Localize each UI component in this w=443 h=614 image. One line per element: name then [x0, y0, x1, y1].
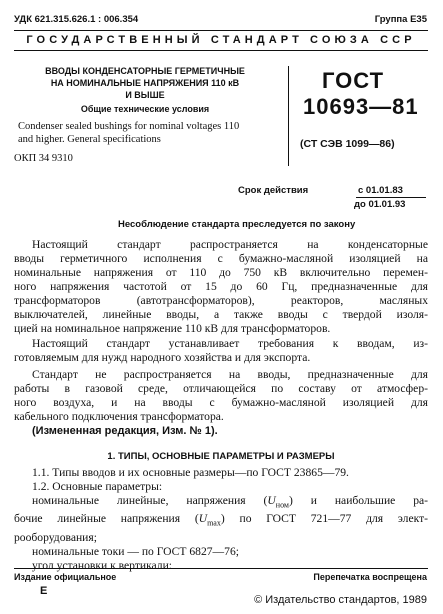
text-fragment: ) по ГОСТ 721—77 для элект- — [220, 512, 428, 526]
text-line: ного воздуха, и на вводы с бумажно-масляной изоляцией для — [14, 396, 428, 409]
param-3: угол установки к вертикали: — [32, 558, 173, 572]
title-ru-line-2: НА НОМИНАЛЬНЫЕ НАПРЯЖЕНИЯ 110 кВ — [50, 78, 240, 88]
param-2: номинальные токи — по ГОСТ 6827—76; — [32, 544, 239, 558]
u-max-symbol: U — [198, 512, 208, 526]
u-nom-symbol: U — [267, 494, 276, 507]
paragraph-2 — [14, 337, 428, 365]
text-line: цией на номинальное напряжение 110 кВ для трансформаторов. — [14, 322, 331, 335]
u-nom-subscript: ном — [275, 500, 289, 510]
title-en-line-2: and higher. General specifications — [18, 134, 161, 145]
text-line: ного напряжения частотой от 15 до 60 Гц, предназначенные для — [14, 280, 428, 293]
title-block-divider — [288, 66, 289, 166]
gost-label: ГОСТ — [322, 68, 385, 93]
text-line: кабельного подключения трансформатора. — [14, 410, 224, 423]
validity-label: Срок действия — [238, 185, 309, 196]
text-fragment: ) и наибольшие ра- — [288, 494, 428, 507]
item-1-1: 1.1. Типы вводов и их основные размеры—по ГОСТ 23865—79. — [32, 466, 349, 479]
validity-from: с 01.01.83 — [358, 185, 403, 196]
param-line-1 — [14, 494, 428, 512]
text-fragment: номинальные линейные, напряжения ( — [32, 494, 268, 507]
gost-number: 10693—81 — [303, 94, 419, 119]
text-line: Настоящий стандарт устанавливает требования к вводам, из- — [32, 337, 428, 350]
state-standard-banner: ГОСУДАРСТВЕННЫЙ СТАНДАРТ СОЮЗА ССР — [26, 34, 416, 46]
reprint-notice: Перепечатка воспрещена — [313, 572, 427, 582]
header-rule-top — [14, 30, 428, 31]
title-en-line-1: Condenser sealed bushings for nominal voltages 110 — [18, 121, 240, 132]
footer-rule — [14, 568, 428, 569]
header-rule-bottom — [14, 50, 428, 51]
text-line: номинальные напряжения от 110 до 750 кВ включительно перемен- — [14, 266, 428, 279]
title-ru-line-1: ВВОДЫ КОНДЕНСАТОРНЫЕ ГЕРМЕТИЧНЫЕ — [45, 66, 245, 76]
text-line: Настоящий стандарт распространяется на конденсаторные — [32, 238, 428, 251]
title-ru-line-3: И ВЫШЕ — [125, 90, 165, 100]
title-block — [14, 58, 304, 158]
paragraph-1 — [14, 238, 428, 336]
st-sev-number: (СТ СЭВ 1099—86) — [300, 138, 395, 150]
amendment-note: (Измененная редакция, Изм. № 1). — [32, 425, 218, 437]
official-edition: Издание официальное — [14, 572, 117, 582]
section-1-body — [14, 466, 428, 573]
text-fragment: бочие линейные напряжения ( — [14, 512, 199, 526]
validity-to: до 01.01.93 — [354, 199, 406, 210]
subtitle-ru: Общие технические условия — [80, 104, 210, 114]
text-line: работы в газовой среде, отличающейся по составу от атмосфер- — [14, 382, 428, 395]
paragraph-3 — [14, 368, 428, 424]
section-1-heading: 1. ТИПЫ, ОСНОВНЫЕ ПАРАМЕТРЫ И РАЗМЕРЫ — [107, 451, 335, 462]
text-line: выключателей, линейные вводы, а также вводы с твердой изоля- — [14, 308, 428, 321]
text-line: вводы герметичного исполнения с бумажно-масляной изоляцией на — [14, 252, 428, 265]
udk-code: УДК 621.315.626.1 : 006.354 — [14, 14, 139, 25]
okp-code: ОКП 34 9310 — [14, 153, 73, 164]
copyright: © Издательство стандартов, 1989 — [254, 594, 427, 606]
law-notice: Несоблюдение стандарта преследуется по закону — [118, 219, 356, 230]
text-line: готовляемым для нужд народного хозяйства и для экспорта. — [14, 351, 311, 364]
text-line: Стандарт не распространяется на вводы, предназначенные для — [32, 368, 428, 381]
validity-underline — [356, 197, 426, 198]
edition-letter: Е — [40, 585, 48, 597]
text-line: трансформаторов (автотрансформаторов), реакторов, масляных — [14, 294, 428, 307]
param-line-2 — [14, 512, 428, 530]
group-code: Группа Е35 — [374, 14, 427, 25]
u-max-subscript: max — [207, 518, 221, 528]
param-line-3: рооборудования; — [14, 530, 97, 544]
item-1-2: 1.2. Основные параметры: — [32, 480, 163, 493]
